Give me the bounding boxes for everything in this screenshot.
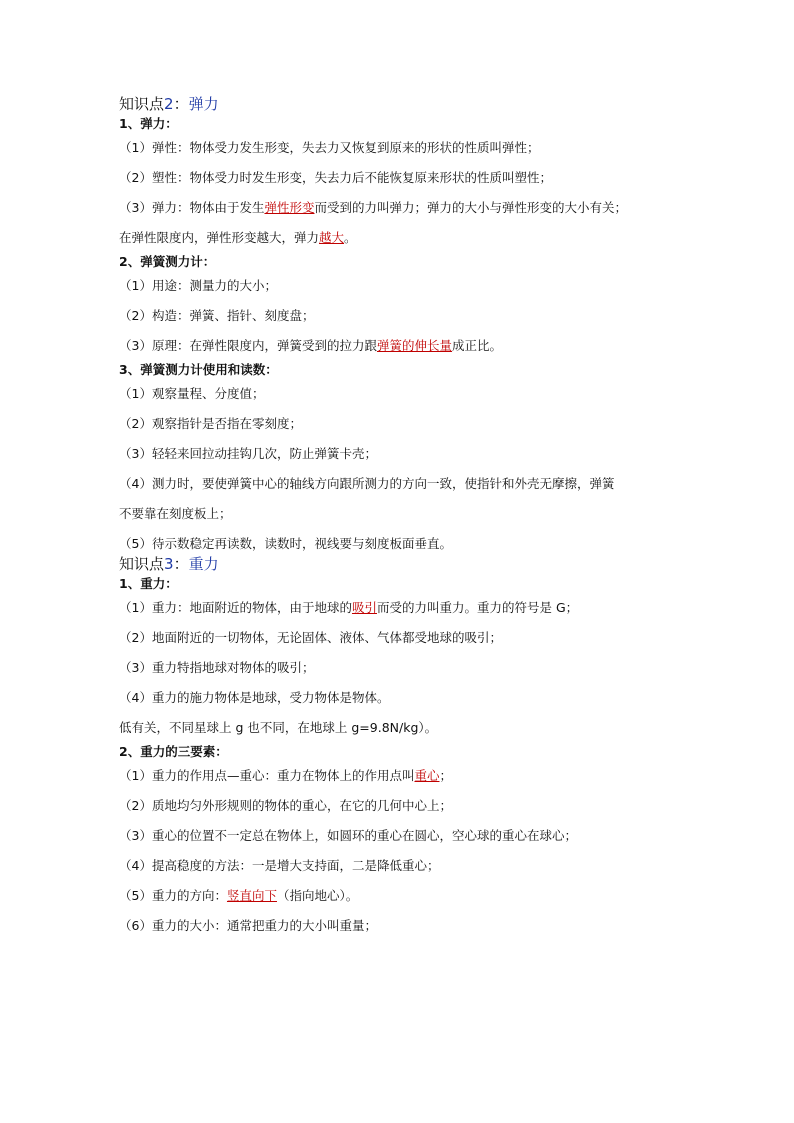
highlight-elastic-deformation: 弹性形变 [264, 200, 315, 215]
para-center-of-gravity: （1）重力的作用点—重心：重力在物体上的作用点叫重心； [119, 768, 452, 783]
para-earth-attraction: （3）重力特指地球对物体的吸引； [119, 660, 315, 675]
heading-knowledge-point-2: 知识点2：弹力 [119, 95, 219, 113]
para-pull-hook: （3）轻轻来回拉动挂钩几次，防止弹簧卡壳； [119, 446, 377, 461]
para-plasticity: （2）塑性：物体受力时发生形变，失去力后不能恢复原来形状的性质叫塑性； [119, 170, 552, 185]
highlight-spring-extension: 弹簧的伸长量 [376, 338, 452, 353]
para-g-value: 低有关，不同星球上 g 也不同，在地球上 g=9.8N/kg）。 [119, 720, 438, 735]
highlight-attraction: 吸引 [351, 600, 377, 615]
para-gravity-def: （1）重力：地面附近的物体，由于地球的吸引而受的力叫重力。重力的符号是 G； [119, 600, 579, 615]
section-gravity-three-elements: 2、重力的三要素： [119, 744, 228, 759]
para-elastic-limit: 在弹性限度内，弹性形变越大，弹力越大。 [119, 230, 357, 245]
para-cog-position: （3）重心的位置不一定总在物体上，如圆环的重心在圆心，空心球的重心在球心； [119, 828, 577, 843]
highlight-vertically-down: 竖直向下 [226, 888, 277, 903]
para-all-objects: （2）地面附近的一切物体，无论固体、液体、气体都受地球的吸引； [119, 630, 502, 645]
para-principle: （3）原理：在弹性限度内，弹簧受到的拉力跟弹簧的伸长量成正比。 [119, 338, 502, 353]
heading-knowledge-point-3: 知识点3：重力 [119, 555, 219, 573]
section-spring-scale-usage: 3、弹簧测力计使用和读数： [119, 362, 278, 377]
para-read-value: （5）待示数稳定再读数，读数时，视线要与刻度板面垂直。 [119, 536, 452, 551]
para-structure: （2）构造：弹簧、指针、刻度盘； [119, 308, 315, 323]
section-spring-scale: 2、弹簧测力计： [119, 254, 216, 269]
para-stability: （4）提高稳度的方法：一是增大支持面，二是降低重心； [119, 858, 440, 873]
para-observe-range: （1）观察量程、分度值； [119, 386, 265, 401]
highlight-greater: 越大 [319, 230, 345, 245]
para-measure-direction-cont: 不要靠在刻度板上； [119, 506, 232, 521]
section-gravity: 1、重力： [119, 576, 178, 591]
para-measure-direction: （4）测力时，要使弹簧中心的轴线方向跟所测力的方向一致，使指针和外壳无摩擦，弹簧 [119, 476, 615, 491]
para-elastic-force: （3）弹力：物体由于发生弹性形变而受到的力叫弹力；弹力的大小与弹性形变的大小有关； [119, 200, 627, 215]
para-uniform-object: （2）质地均匀外形规则的物体的重心，在它的几何中心上； [119, 798, 452, 813]
para-force-objects: （4）重力的施力物体是地球，受力物体是物体。 [119, 690, 390, 705]
para-gravity-direction: （5）重力的方向：竖直向下（指向地心）。 [119, 888, 359, 903]
section-elastic-force: 1、弹力： [119, 116, 178, 131]
para-elasticity: （1）弹性：物体受力发生形变，失去力又恢复到原来的形状的性质叫弹性； [119, 140, 540, 155]
document-page [119, 92, 689, 946]
para-use: （1）用途：测量力的大小； [119, 278, 277, 293]
para-gravity-magnitude: （6）重力的大小：通常把重力的大小叫重量； [119, 918, 377, 933]
highlight-center-of-gravity: 重心 [414, 768, 440, 783]
para-observe-zero: （2）观察指针是否指在零刻度； [119, 416, 302, 431]
